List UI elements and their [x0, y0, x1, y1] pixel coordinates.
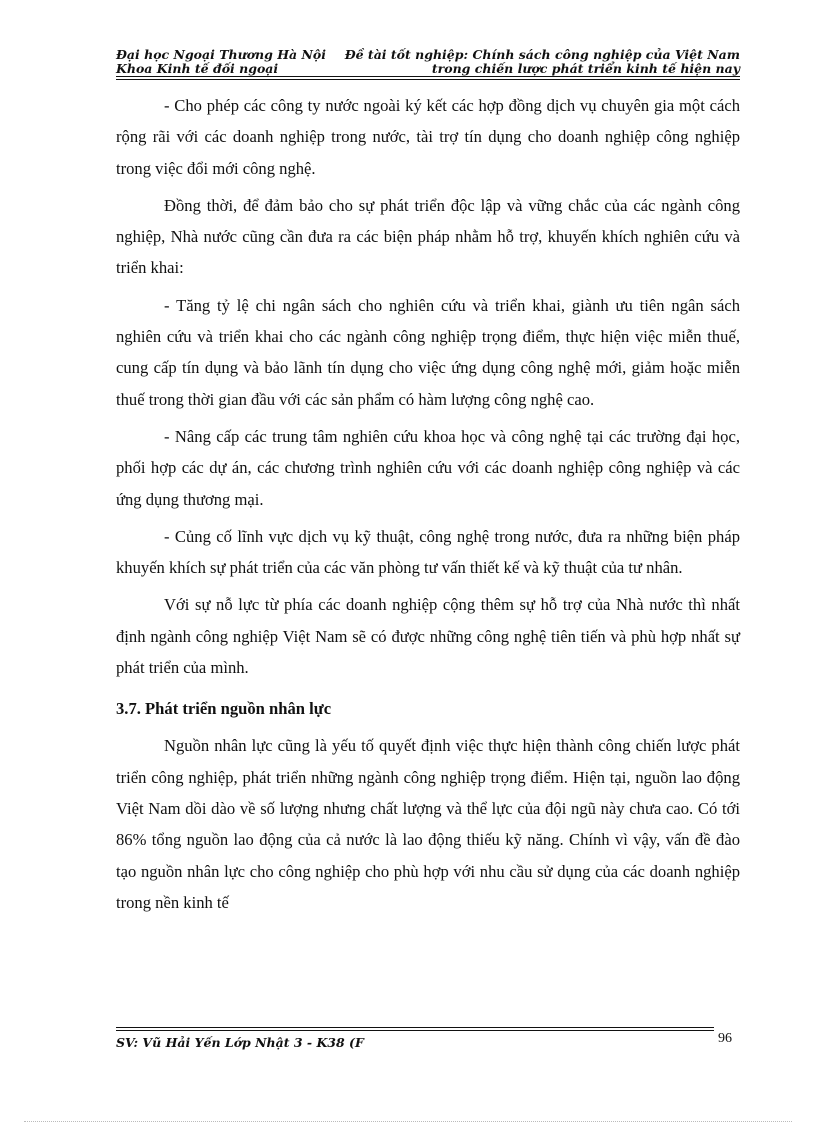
footer-author: SV: Vũ Hải Yến Lớp Nhật 3 - K38 (F — [116, 1035, 364, 1050]
header-university: Đại học Ngoại Thương Hà Nội — [116, 47, 326, 62]
page-boundary — [24, 1121, 792, 1122]
paragraph-technical-services: - Củng cố lĩnh vực dịch vụ kỹ thuật, công nghệ trong nước, đưa ra những biện pháp khuyến khích sự phát triển của các văn phòng tư vấn thiết kế và kỹ thuật của tư nhân. — [116, 526, 740, 578]
footer-rule — [116, 1027, 714, 1028]
document-body — [116, 90, 740, 918]
page-header — [116, 48, 740, 78]
header-faculty: Khoa Kinh tế đối ngoại — [116, 61, 279, 76]
paragraph-rd-budget: - Tăng tỷ lệ chi ngân sách cho nghiên cứu và triển khai, giành ưu tiên ngân sách nghiên cứu và triển khai cho các ngành công nghiệp trọng điểm, thực hiện việc miễn thuế, cung cấp tín dụng và bảo lãnh tín dụng cho việc ứng dụng công nghệ mới, giảm hoặc miễn thuế trong thời gian đầu với các sản phẩm có hàm lượng công nghệ cao. — [116, 295, 740, 409]
footer-rule-double — [116, 1030, 714, 1031]
page-number: 96 — [718, 1031, 732, 1046]
paragraph-research-centers: - Nâng cấp các trung tâm nghiên cứu khoa học và công nghệ tại các trường đại học, phối hợp các dự án, các chương trình nghiên cứu với các doanh nghiệp công nghiệp và các ứng dụng thương mại. — [116, 426, 740, 509]
header-rule-double — [116, 79, 740, 80]
paragraph-expert-contracts: - Cho phép các công ty nước ngoài ký kết các hợp đồng dịch vụ chuyên gia một cách rộng rãi với các doanh nghiệp trong nước, tài trợ tín dụng cho doanh nghiệp công nghiệp trong việc đổi mới công nghệ. — [116, 96, 740, 178]
paragraph-human-resources: Nguồn nhân lực cũng là yếu tố quyết định việc thực hiện thành công chiến lược phát triển công nghiệp, phát triển những ngành công nghiệp trọng điểm. Hiện tại, nguồn lao động Việt Nam dồi dào về số lượng nhưng chất lượng và thể lực của đội ngũ này chưa cao. Có tới 86% tổng nguồn lao động của cả nước là lao động thiếu kỹ năng. Chính vì vậy, vấn đề đào tạo nguồn nhân lực cho công nghiệp cho phù hợp với nhu cầu sử dụng của các doanh nghiệp trong nền kinh tế — [116, 736, 740, 912]
header-thesis-title: Đề tài tốt nghiệp: Chính sách công nghiệp của Việt Nam — [344, 47, 740, 62]
paragraph-state-support: Đồng thời, để đảm bảo cho sự phát triển độc lập và vững chắc của các ngành công nghiệp, Nhà nước cũng cần đưa ra các biện pháp nhằm hỗ trợ, khuyến khích nghiên cứu và triển khai: — [116, 195, 740, 278]
paragraph-conclusion: Với sự nỗ lực từ phía các doanh nghiệp cộng thêm sự hỗ trợ của Nhà nước thì nhất định ngành công nghiệp Việt Nam sẽ có được những công nghệ tiên tiến và phù hợp nhất sự phát triển của mình. — [116, 595, 740, 678]
header-rule — [116, 76, 740, 77]
section-heading: 3.7. Phát triển nguồn nhân lực — [116, 699, 332, 719]
header-thesis-subtitle: trong chiến lược phát triển kinh tế hiện nay — [431, 61, 740, 76]
